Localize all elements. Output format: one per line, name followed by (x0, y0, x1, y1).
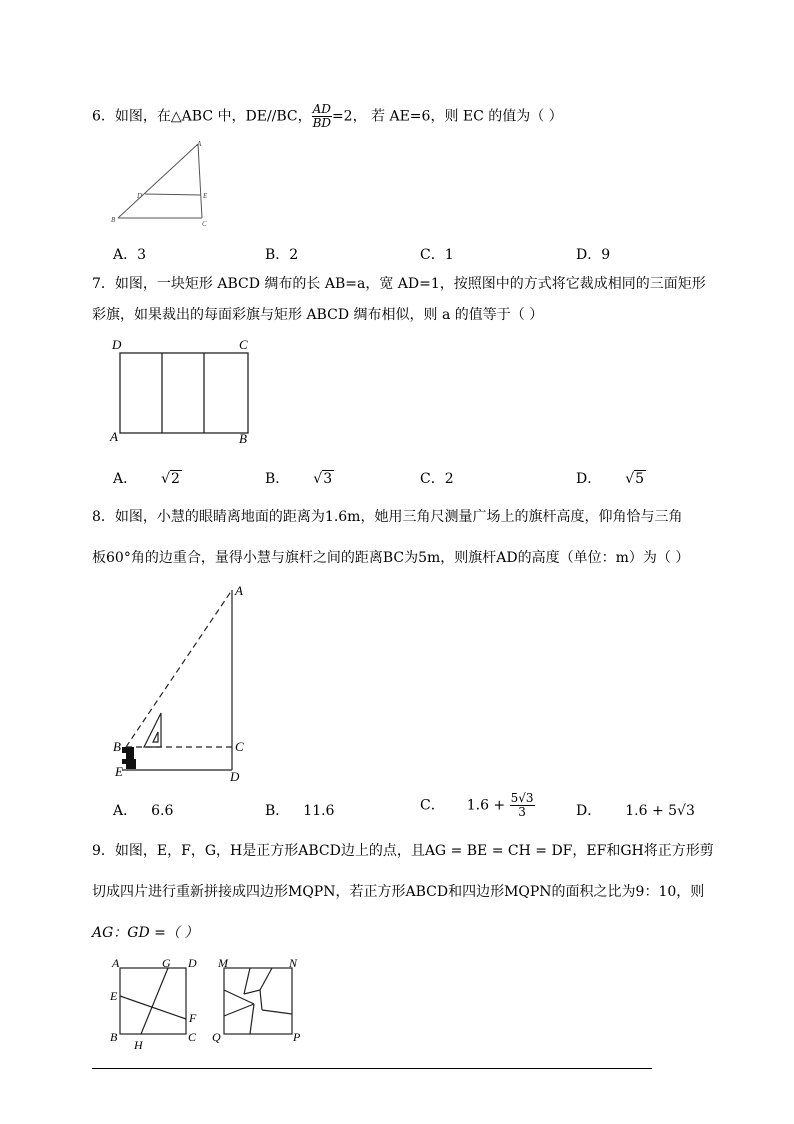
q9-label-F: F (189, 1011, 197, 1025)
q8-stem-line2: 板60°角的边重合，量得小慧与旗杆之间的距离BC为5m，则旗杆AD的高度（单位：m）为（ ） (92, 550, 690, 566)
q9-label-N: N (289, 956, 298, 970)
q9-segment-ef (120, 996, 186, 1019)
q7-option-d (576, 468, 646, 488)
q7-stem-line1: 7．如图，一块矩形 ABCD 绸布的长 AB=a，宽 AD=1，按照图中的方式将它裁成相同的三面矩形 (92, 276, 706, 292)
q9-quadrilateral-mqpn-figure (210, 954, 310, 1054)
q7-option-a-letter: A． (113, 471, 138, 487)
q8-person-icon (122, 747, 136, 769)
q8-option-c-value: 1.6 + (466, 797, 510, 814)
q6-label-C: C (202, 220, 207, 228)
q7-option-d-letter: D． (576, 471, 602, 487)
q9-stem-line1: 9．如图，E，F，G，H是正方形ABCD边上的点，且AG = BE = CH = DF，EF和GH将正方形剪 (92, 843, 714, 859)
q8-option-a (113, 800, 173, 820)
q9-label-Q: Q (212, 1030, 221, 1044)
q6-stem (92, 103, 563, 130)
q7-option-c-value: 2 (444, 471, 454, 487)
q7-label-A: A (110, 429, 118, 444)
q9-label-E: E (110, 989, 118, 1003)
q9-stem-line3: AG：GD =（ ） (92, 925, 199, 941)
q8-option-a-value: 6.6 (151, 803, 174, 819)
q9-stem-line2: 切成四片进行重新拼接成四边形MQPN，若正方形ABCD和四边形MQPN的面积之比为9：10，则 (92, 884, 705, 900)
q8-option-c-letter: C． (420, 797, 445, 814)
q9-label-M: M (218, 956, 228, 970)
q6-label-B: B (111, 216, 116, 224)
q7-option-a (113, 468, 182, 488)
q6-stem-part2: =2， 若 AE=6，则 EC 的值为（ ） (331, 108, 563, 125)
q9-label-H: H (134, 1038, 143, 1052)
q8-option-b-value: 11.6 (303, 803, 335, 819)
q6-frac-num: AD (312, 102, 331, 116)
q8-label-A: A (235, 583, 243, 598)
q9-label-P: P (293, 1030, 301, 1044)
q7-option-b-radical: √3 (313, 471, 333, 487)
q7-option-a-radical: √2 (161, 471, 180, 487)
q8-option-d-value: 1.6 + 5√3 (625, 803, 695, 819)
q6-stem-part1: 6．如图，在△ABC 中，DE//BC， (92, 108, 312, 125)
q8-stem-line1: 8．如图，小慧的眼睛离地面的距离为1.6m，她用三角尺测量广场上的旗杆高度，仰角恰与三角 (92, 509, 683, 525)
q8-option-c-num: 5√3 (510, 791, 534, 805)
q7-option-d-radical: √5 (625, 471, 645, 487)
q7-option-a-value: 2 (171, 471, 180, 487)
q7-option-b (265, 468, 334, 488)
q6-frac-den: BD (312, 116, 332, 130)
q8-option-c-den: 3 (518, 805, 526, 819)
q6-label-E: E (203, 192, 208, 200)
q8-option-d-letter: D． (576, 803, 602, 819)
q8-label-D: D (230, 769, 240, 784)
q6-option-d: D．9 (576, 247, 611, 263)
q8-label-E: E (115, 764, 123, 779)
q9-label-C: C (188, 1030, 197, 1044)
q9-label-A: A (112, 956, 120, 970)
q9-label-B: B (110, 1030, 118, 1044)
q8-option-c-fraction (510, 792, 535, 819)
q6-triangle-figure (105, 136, 215, 228)
q6-option-a: A．3 (113, 247, 147, 263)
q7-rectangle-figure (108, 333, 258, 448)
q6-fraction (312, 103, 332, 130)
q7-option-b-letter: B． (265, 471, 290, 487)
q9-square-abcd-figure (108, 954, 208, 1054)
q7-option-c-letter: C． (420, 471, 445, 487)
q9-segment-gh (141, 968, 168, 1034)
q8-option-b (265, 800, 334, 820)
q7-stem-line2: 彩旗，如果裁出的每面彩旗与矩形 ABCD 绸布相似，则 a 的值等于（ ） (92, 307, 544, 323)
q6-label-A: A (197, 140, 202, 148)
q9-label-G: G (162, 956, 171, 970)
q7-option-c (420, 468, 454, 488)
q8-flagpole-figure (108, 578, 258, 784)
q8-option-d (576, 800, 695, 820)
q6-option-b: B．2 (265, 247, 299, 263)
q8-line-of-sight (126, 590, 232, 747)
q7-option-d-value: 5 (635, 471, 645, 487)
q8-option-a-letter: A． (113, 803, 138, 819)
q8-label-B: B (113, 739, 121, 754)
q7-option-b-value: 3 (323, 471, 333, 487)
q7-label-C: C (239, 337, 248, 352)
q6-option-c: C．1 (420, 247, 454, 263)
q8-option-b-letter: B． (265, 803, 290, 819)
q7-label-D: D (112, 337, 122, 352)
q8-label-C: C (235, 739, 244, 754)
q7-label-B: B (239, 431, 247, 446)
q6-label-D: D (137, 192, 143, 200)
q9-label-D: D (188, 956, 197, 970)
page-footer-rule (92, 1068, 652, 1069)
q8-option-c (420, 792, 535, 819)
